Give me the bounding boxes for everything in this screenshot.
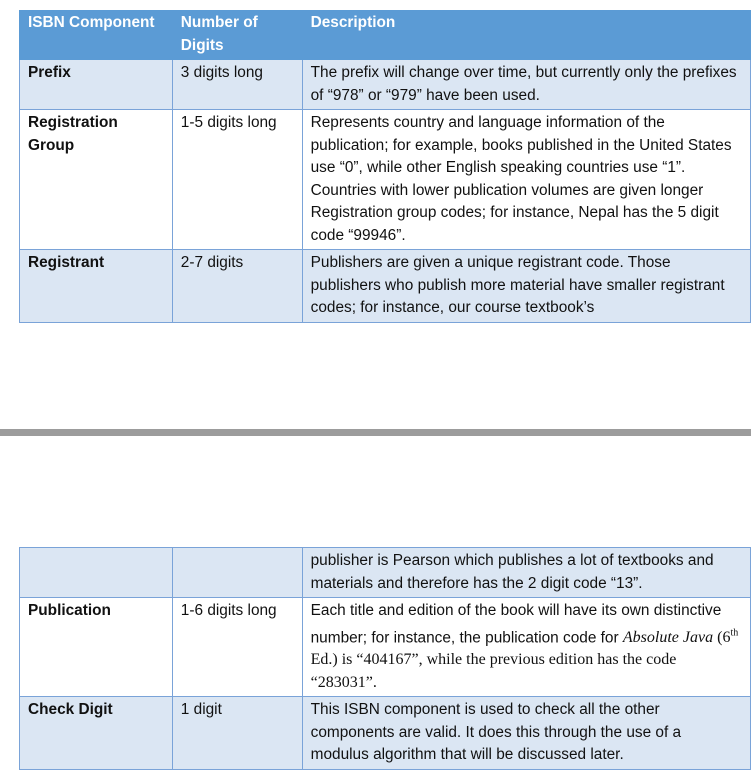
cell-digits-empty — [173, 548, 303, 598]
description-lead: Each title and edition of the book will have its own distinctive number; for instance, the publication code for — [310, 602, 722, 646]
header-digits-line1: Number of — [180, 14, 258, 31]
header-isbn-component: ISBN Component — [20, 10, 173, 60]
cell-description — [303, 598, 751, 697]
table-row-registrant-continued — [19, 547, 751, 598]
isbn-table-page-1 — [19, 10, 751, 323]
table-row-publication — [19, 598, 751, 697]
table-header-row — [19, 10, 751, 60]
page-break-divider — [0, 429, 751, 436]
table-row-registrant — [19, 250, 751, 323]
cell-digits: 2-7 digits — [173, 250, 303, 323]
cell-component — [20, 110, 173, 250]
component-line1: Registration — [28, 114, 118, 131]
book-title: Absolute Java — [622, 628, 714, 646]
cell-component: Publication — [20, 598, 173, 697]
cell-description: Publishers are given a unique registrant code. Those publishers who publish more material have smaller registrant codes; for instance, our course textbook’s — [303, 250, 751, 323]
header-number-of-digits — [173, 10, 303, 60]
cell-digits: 1-5 digits long — [173, 110, 303, 250]
table-row-check-digit — [19, 697, 751, 770]
isbn-table-page-2 — [19, 547, 751, 770]
table-row-registration-group — [19, 110, 751, 250]
cell-description: This ISBN component is used to check all the other components are valid. It does this through the use of a modulus algorithm that will be discussed later. — [303, 697, 751, 770]
edition-open: (6 — [717, 628, 731, 646]
edition-superscript: th — [730, 627, 739, 639]
cell-component: Check Digit — [20, 697, 173, 770]
cell-description: publisher is Pearson which publishes a lot of textbooks and materials and therefore has the 2 digit code “13”. — [303, 548, 751, 598]
header-digits-line2: Digits — [180, 36, 224, 54]
component-line2: Group — [28, 136, 75, 154]
header-description: Description — [303, 10, 751, 60]
table-row-prefix — [19, 60, 751, 110]
cell-component: Registrant — [20, 250, 173, 323]
cell-component: Prefix — [20, 60, 173, 110]
cell-digits: 3 digits long — [173, 60, 303, 110]
edition-close: Ed.) is “404167”, while the previous edition has the code “283031”. — [310, 651, 677, 691]
cell-digits: 1-6 digits long — [173, 598, 303, 697]
cell-digits: 1 digit — [173, 697, 303, 770]
cell-description: Represents country and language information of the publication; for example, books published in the United States use “0”, while other English speaking countries use “1”. Countries with lower publication volumes are given longer Registration group codes; for instance, Nepal has the 5 digit code “99946”. — [303, 110, 751, 250]
cell-component-empty — [20, 548, 173, 598]
cell-description: The prefix will change over time, but currently only the prefixes of “978” or “979” have been used. — [303, 60, 751, 110]
